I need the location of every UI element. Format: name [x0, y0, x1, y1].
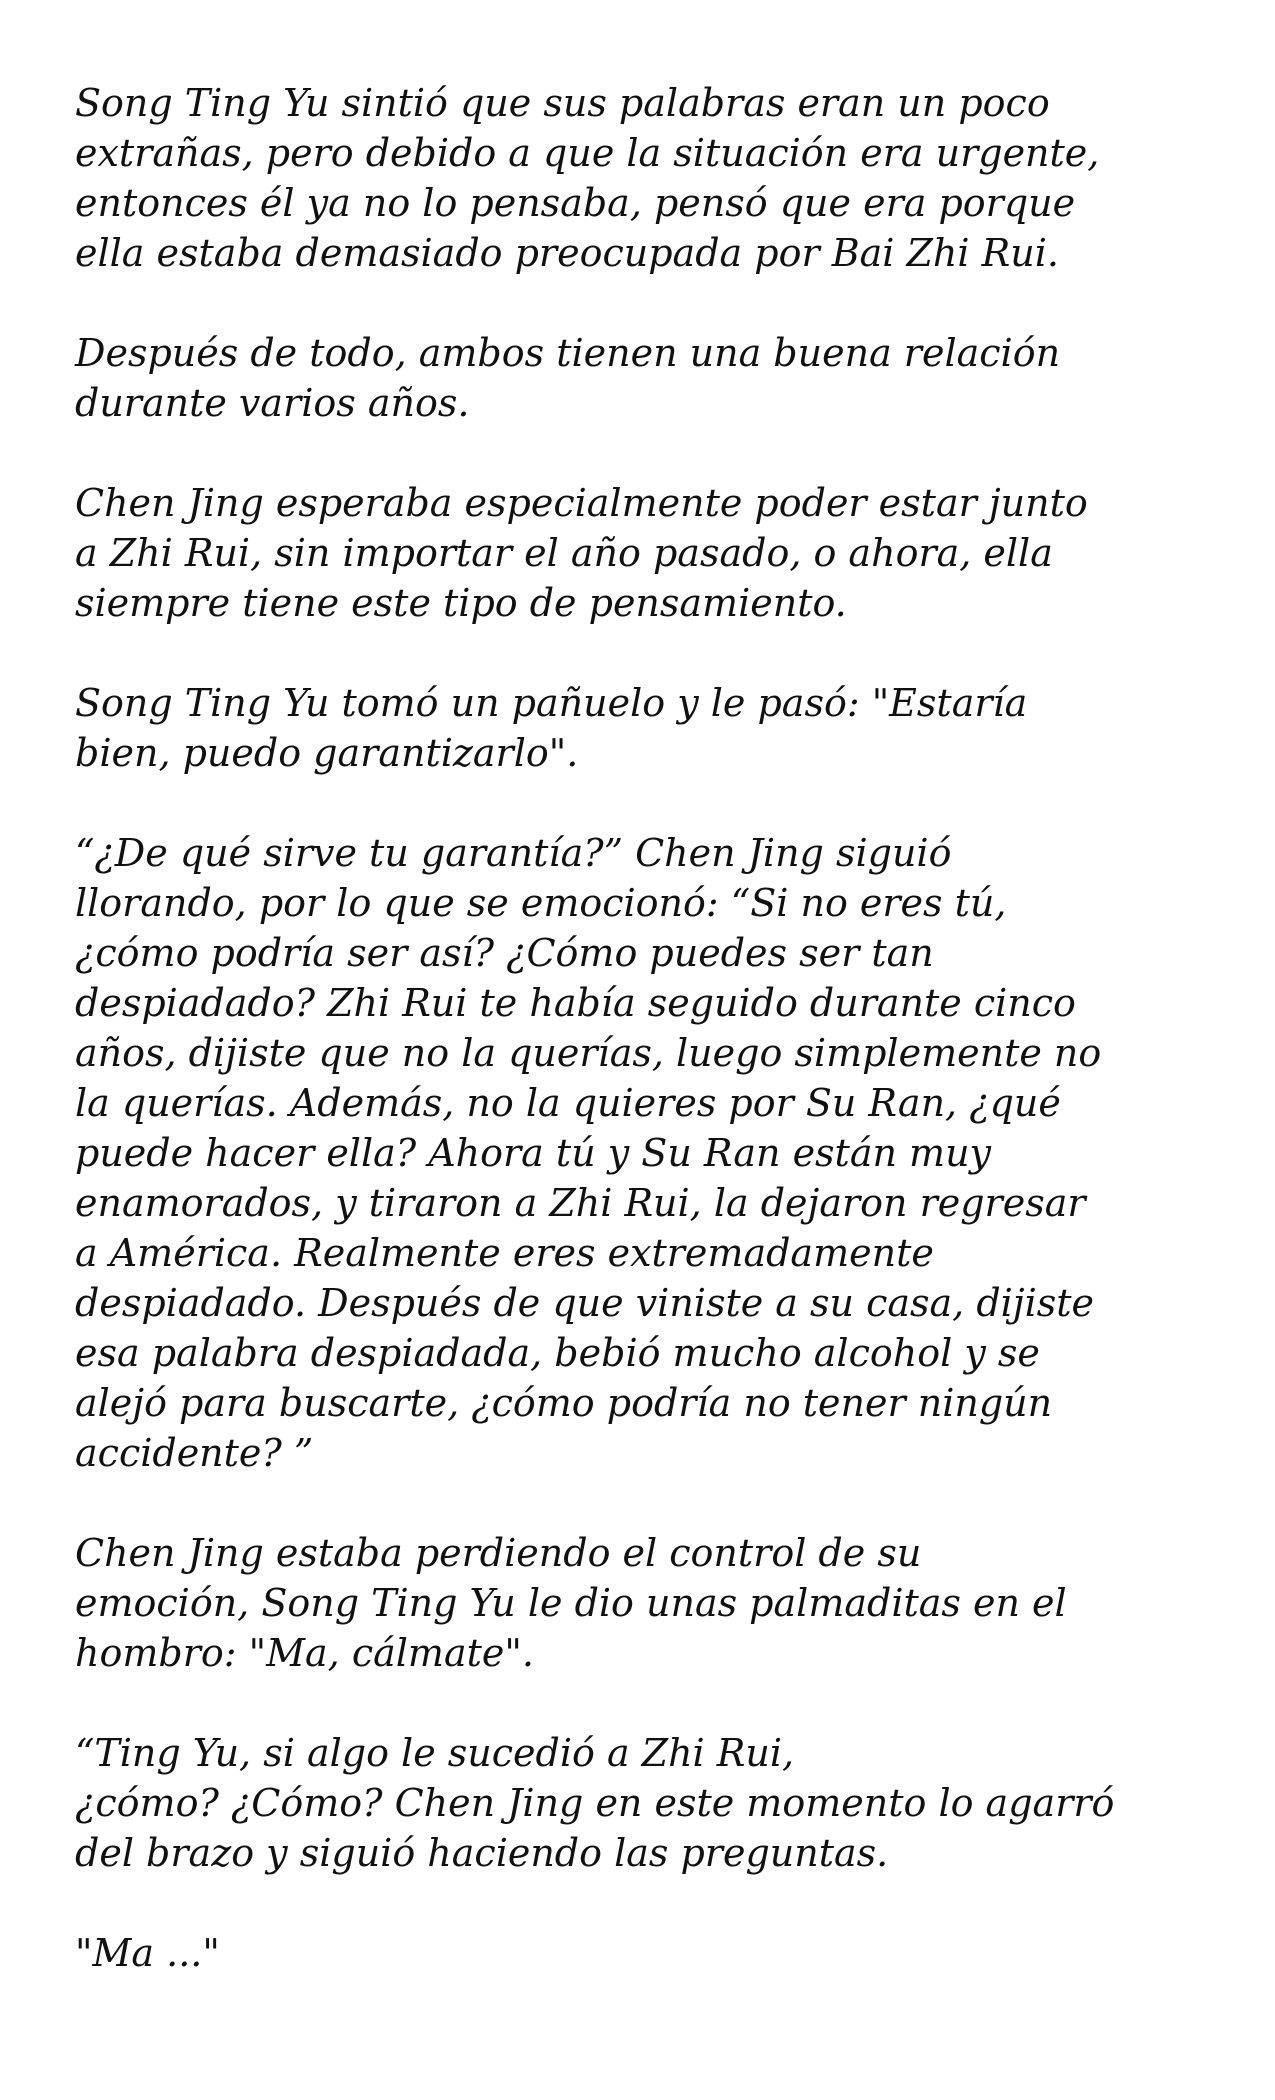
paragraph-1: Song Ting Yu sintió que sus palabras eran un poco extrañas, pero debido a que la situación era urgente, entonces él ya no lo pensaba, pensó que era porque ella estaba demasiado preocupada por Bai Zhi Rui.: [75, 81, 1100, 275]
body-text: [75, 78, 1215, 1978]
paragraph-6: Chen Jing estaba perdiendo el control de su emoción, Song Ting Yu le dio unas palmaditas en el hombro: "Ma, cálmate".: [75, 1531, 1067, 1675]
paragraph-2: Después de todo, ambos tienen una buena relación durante varios años.: [75, 331, 1061, 425]
paragraph-3: Chen Jing esperaba especialmente poder estar junto a Zhi Rui, sin importar el año pasado, o ahora, ella siempre tiene este tipo de pensamiento.: [75, 481, 1088, 625]
paragraph-7: “Ting Yu, si algo le sucedió a Zhi Rui, ¿cómo? ¿Cómo? Chen Jing en este momento lo agarró del brazo y siguió haciendo las preguntas.: [75, 1731, 1115, 1875]
paragraph-5: “¿De qué sirve tu garantía?” Chen Jing siguió llorando, por lo que se emocionó: “Si no eres tú, ¿cómo podría ser así? ¿Cómo puedes ser tan despiadado? Zhi Rui te había seguido durante cinco años, dijiste que no la querías, luego simplemente no la querías. Además, no la quieres por Su Ran, ¿qué puede hacer ella? Ahora tú y Su Ran están muy enamorados, y tiraron a Zhi Rui, la dejaron regresar a América. Realmente eres extremadamente despiadado. Después de que viniste a su casa, dijiste esa palabra despiadada, bebió mucho alcohol y se alejó para buscarte, ¿cómo podría no tener ningún accidente? ”: [75, 831, 1102, 1475]
paragraph-8: "Ma ...": [75, 1931, 220, 1975]
paragraph-4: Song Ting Yu tomó un pañuelo y le pasó: "Estaría bien, puedo garantizarlo".: [75, 681, 1028, 775]
